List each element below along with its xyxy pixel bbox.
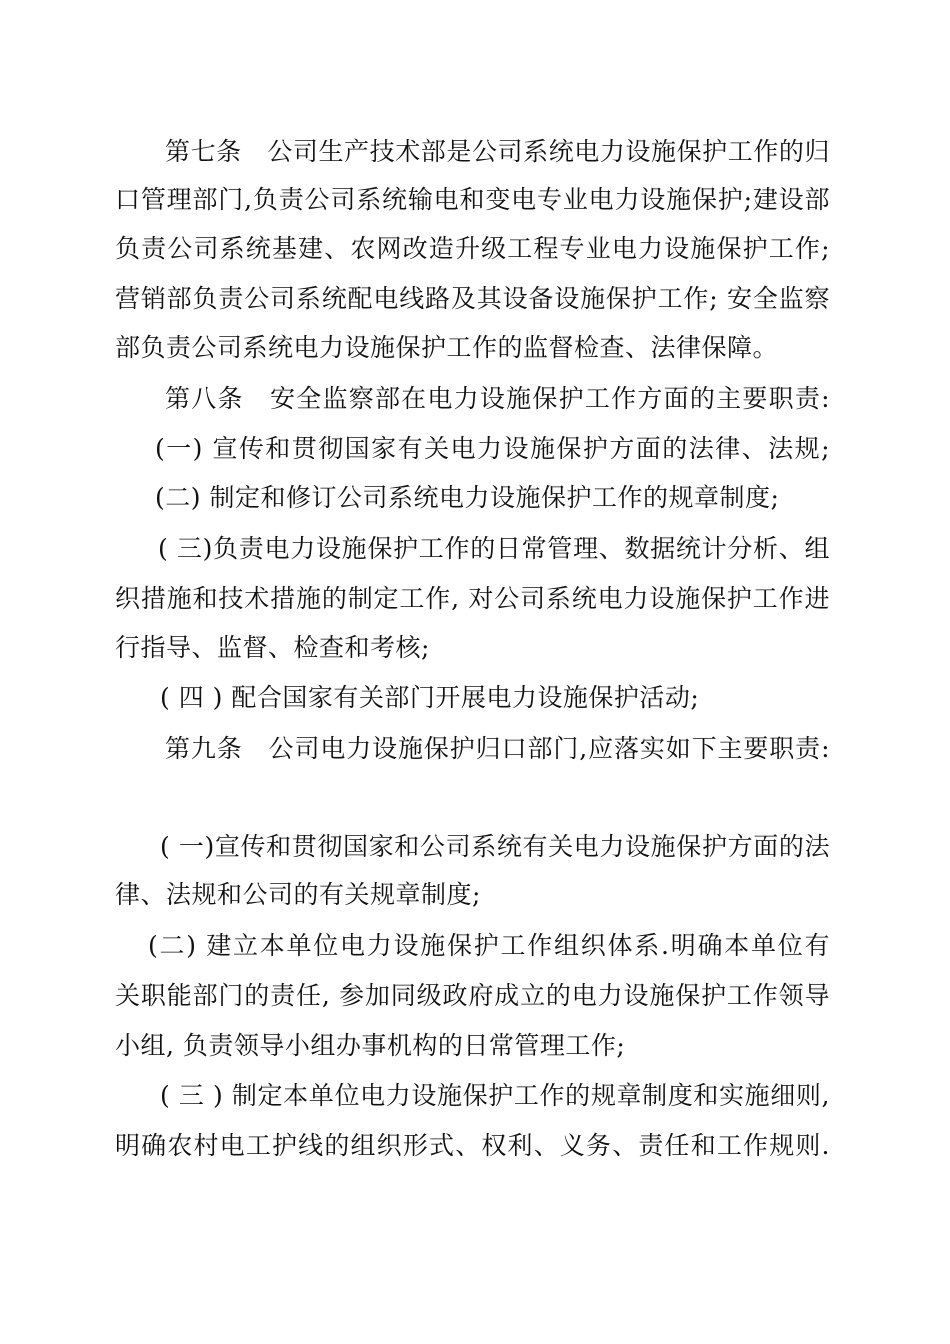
article-9-heading: 第九条 公司电力设施保护归口部门,应落实如下主要职责: — [165, 734, 830, 763]
article-9-item-2-line-3: 小组, 负责领导小组办事机构的日常管理工作; — [115, 1031, 626, 1060]
article-9-item-2-line-2: 关职能部门的责任, 参加同级政府成立的电力设施保护工作领导 — [115, 981, 830, 1010]
article-9-item-2-line-1: (二) 建立本单位电力设施保护工作组织体系.明确本单位有 — [148, 931, 830, 960]
article-8-item-1: (一) 宣传和贯彻国家有关电力设施保护方面的法律、法规; — [155, 434, 830, 463]
article-8-item-3-line-3: 行指导、监督、检查和考核; — [115, 633, 430, 662]
article-8-item-2: (二) 制定和修订公司系统电力设施保护工作的规章制度; — [155, 483, 780, 512]
article-7-line-3: 负责公司系统基建、农网改造升级工程专业电力设施保护工作; — [115, 234, 830, 263]
article-7-line-2: 口管理部门,负责公司系统输电和变电专业电力设施保护;建设部 — [115, 185, 830, 214]
article-9-item-1-line-1: ( 一)宣传和贯彻国家和公司系统有关电力设施保护方面的法 — [160, 832, 830, 861]
article-7-line-1: 第七条 公司生产技术部是公司系统电力设施保护工作的归 — [165, 137, 830, 166]
article-8-item-3-line-2: 织措施和技术措施的制定工作, 对公司系统电力设施保护工作进 — [115, 584, 830, 613]
article-8-heading: 第八条 安全监察部在电力设施保护工作方面的主要职责: — [165, 384, 830, 413]
article-7-line-5: 部负责公司系统电力设施保护工作的监督检查、法律保障。 — [115, 333, 779, 362]
article-9-item-1-line-2: 律、法规和公司的有关规章制度; — [115, 880, 481, 909]
article-8-item-3-line-1: ( 三)负责电力设施保护工作的日常管理、数据统计分析、组 — [158, 534, 830, 563]
article-8-item-4: ( 四 ) 配合国家有关部门开展电力设施保护活动; — [160, 683, 700, 712]
article-9-item-3-line-2: 明确农村电工护线的组织形式、权利、义务、责任和工作规则. — [115, 1131, 830, 1160]
article-7-line-4: 营销部负责公司系统配电线路及其设备设施保护工作; 安全监察 — [115, 284, 830, 313]
article-9-item-3-line-1: ( 三 ) 制定本单位电力设施保护工作的规章制度和实施细则, — [160, 1081, 830, 1110]
